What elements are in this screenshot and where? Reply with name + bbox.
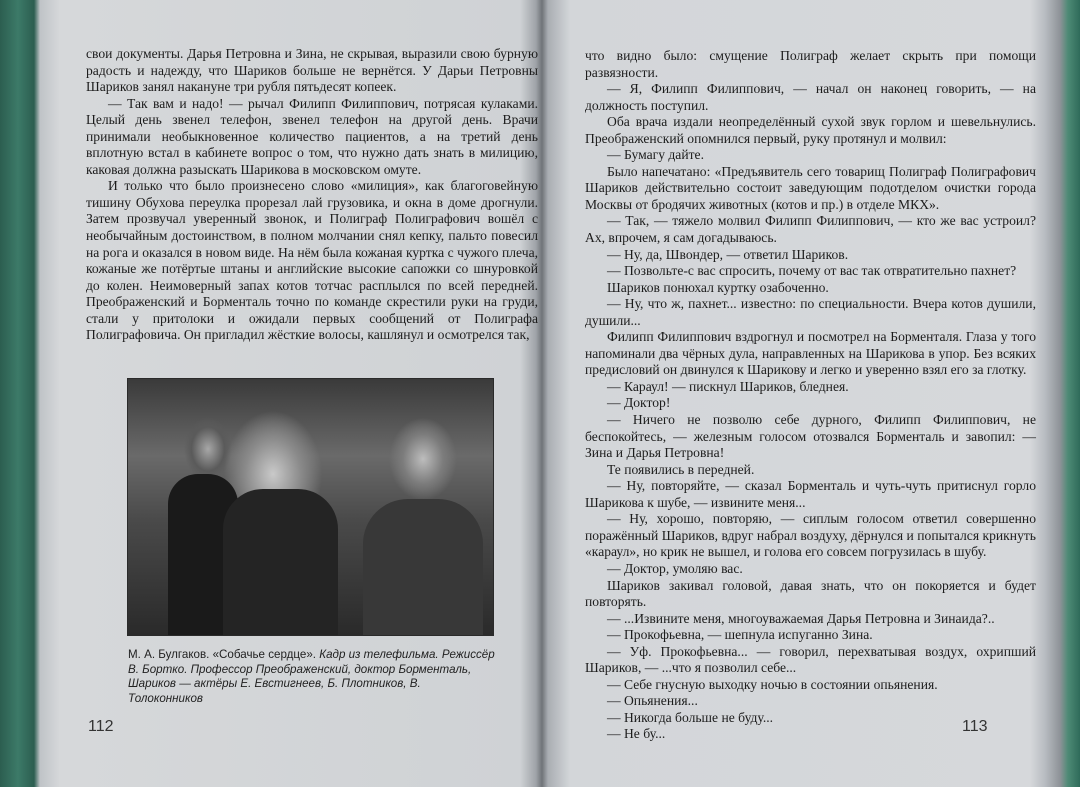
paragraph: — Доктор, умоляю вас. [607, 560, 743, 576]
paragraph: — Опьянения... [607, 693, 698, 709]
paragraph: — Никогда больше не буду... [607, 709, 774, 725]
paragraph: — Ничего не позволю себе дурного, Филипп Филиппович, не беспокойтесь, — железным голосом отозвался Борменталь и завопил: — Зина и Дарья Петровна! [585, 412, 1036, 461]
left-page [52, 28, 538, 773]
paragraph: И только что было произнесено слово «милиция», как благоговейную тишину Обухова переулка прорезал лай грузовика, и окна в доме дрогнули. Затем прозвучал уверенный звонок, и Полиграф Полиграфович вошёл с необычайным достоинством, в полном молчании снял кепку, пальто повесил на рога и оказался в новом виде. На нём была кожаная куртка с чужого плеча, кожаные же потёртые штаны и английские высокие сапожки со шнуровкой до колен. Неимоверный запах котов тотчас расплылся по всей передней. Преображенский и Борменталь точно по команде скрестили руки на груди, стали у притолоки и ожидали первых сообщений от Полиграфа Полиграфовича. Он пригладил жёсткие волосы, кашлянул и осмотрелся так, [86, 178, 538, 343]
paragraph: — Позвольте-с вас спросить, почему от вас так отвратительно пахнет? [607, 263, 1017, 279]
paragraph: — Бумагу дайте. [607, 147, 704, 163]
paragraph: Было напечатано: «Предъявитель сего товарищ Полиграф Полиграфович Шариков действительно состоит заведующим подотделом очистки города Москвы от бродячих животных (котов и пр.) в отделе МКХ». [585, 163, 1036, 212]
left-page-text [86, 46, 538, 344]
paragraph: Оба врача издали неопределённый сухой звук горлом и шевельнулись. Преображенский опомнился первый, руку протянул и молвил: [585, 114, 1036, 146]
figure-sharikov [223, 489, 338, 635]
film-still-photo [127, 378, 494, 636]
figure-preobrazhensky [363, 499, 483, 635]
paragraph: — Так вам и надо! — рычал Филипп Филиппович, потрясая кулаками. Целый день звенел телефон, звенел телефон на другой день. Врачи принимали необыкновенное количество пациентов, а на третий день вплотную встал в кабинете вопрос о том, что нужно дать знать в милицию, каковая должна разыскать Шарикова в московском омуте. [86, 95, 538, 177]
paragraph: Филипп Филиппович вздрогнул и посмотрел на Борменталя. Глаза у того напоминали два чёрных дула, направленных на Шарикова в упор. Без всяких предисловий он двинулся к Шарикову и легко и уверенно взял его за глотку. [585, 329, 1036, 378]
caption-plain: М. А. Булгаков. «Собачье сердце». [128, 648, 317, 661]
paragraph: — Я, Филипп Филиппович, — начал он наконец говорить, — на должность поступил. [585, 81, 1036, 113]
paragraph: — Ну, что ж, пахнет... известно: по специальности. Вчера котов душили, душили... [585, 296, 1036, 328]
paragraph: Шариков закивал головой, давая знать, что он покоряется и будет повторять. [585, 577, 1036, 610]
paragraph: — Доктор! [607, 395, 671, 411]
caption-italic: Кадр из телефильма. Режиссёр В. Бортко. Профессор Преображенский, доктор Борменталь, Шариков — актёры Е. Евстигнеев, Б. Плотников, В. Толоконников [128, 648, 495, 705]
paragraph: — Ну, повторяйте, — сказал Борменталь и чуть-чуть притиснул горло Шарикова к шубе, — извините меня... [585, 478, 1036, 510]
paragraph: — Не бу... [607, 726, 666, 742]
photo-caption [128, 648, 496, 706]
paragraph: Шариков понюхал куртку озабоченно. [607, 279, 829, 295]
right-page [570, 28, 1040, 773]
paragraph: — Так, — тяжело молвил Филипп Филиппович, — кто же вас устроил? Ах, впрочем, я сам догадываюсь. [585, 213, 1036, 246]
right-page-text [585, 48, 1036, 743]
paragraph: — Караул! — пискнул Шариков, бледнея. [607, 378, 849, 394]
page-number-left: 112 [88, 718, 114, 735]
page-number-right: 113 [962, 718, 988, 735]
paragraph: свои документы. Дарья Петровна и Зина, не скрывая, выразили свою бурную радость и надежду, что Шариков больше не вернётся. У Дарьи Петровны Шариков занял накануне три рубля пятьдесят копеек. [86, 46, 538, 95]
paragraph: что видно было: смущение Полиграф желает скрыть при помощи развязности. [585, 48, 1036, 80]
paragraph: — ...Извините меня, многоуважаемая Дарья Петровна и Зинаида?.. [607, 610, 995, 626]
paragraph: — Ну, да, Швондер, — ответил Шариков. [607, 246, 849, 262]
paragraph: — Ну, хорошо, повторяю, — сиплым голосом ответил совершенно поражённый Шариков, вдруг набрал воздуху, дёрнулся и попытался крикнуть «караул», но крик не вышел, и голова его совсем погрузилась в шубу. [585, 511, 1036, 560]
paragraph: Те появились в передней. [607, 461, 755, 477]
paragraph: — Уф. Прокофьевна... — говорил, перехватывая воздух, охрипший Шариков, — ...что я позволил себе... [585, 643, 1036, 676]
paragraph: — Себе гнусную выходку ночью в состоянии опьянения. [607, 676, 938, 692]
paragraph: — Прокофьевна, — шепнула испуганно Зина. [607, 627, 873, 643]
